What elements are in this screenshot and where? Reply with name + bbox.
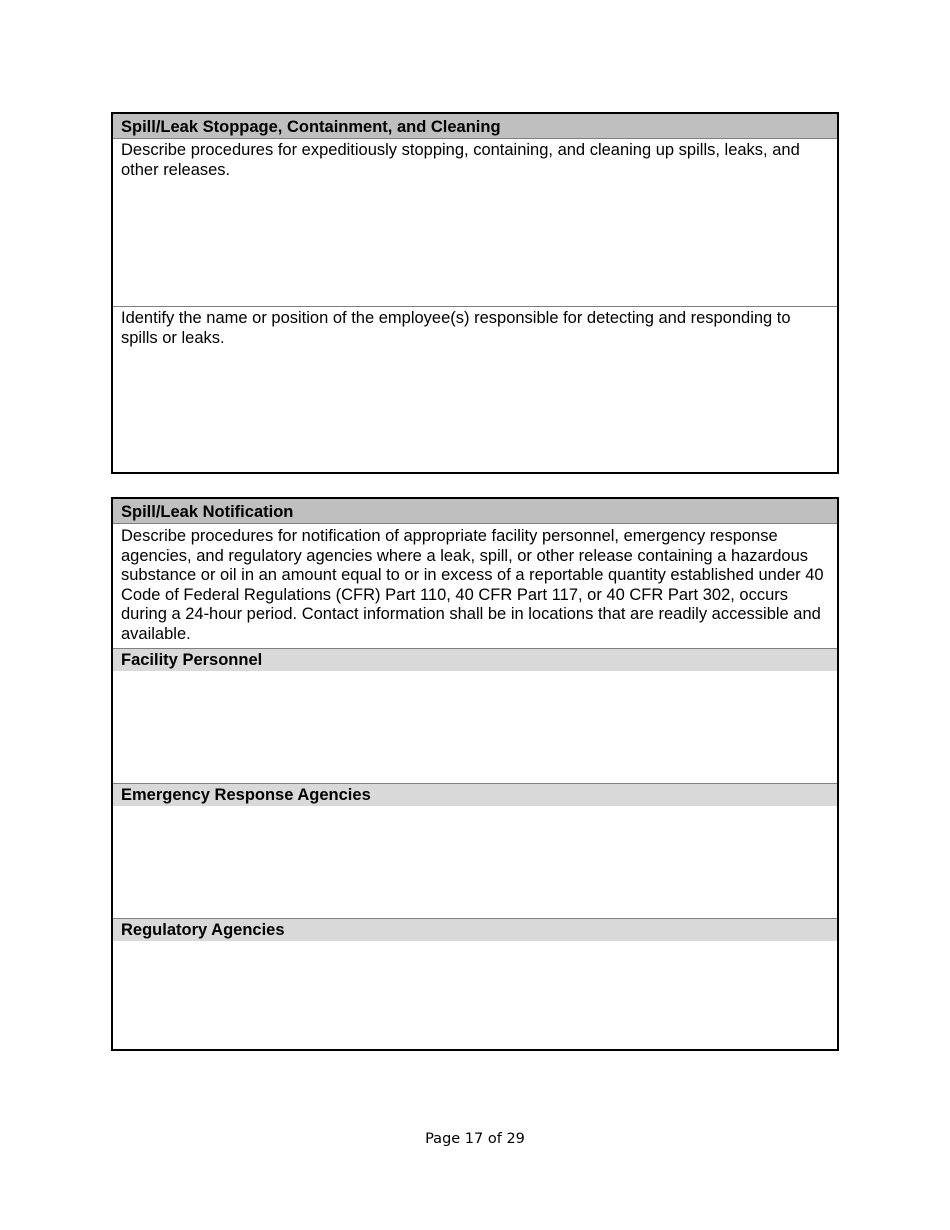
cleanup-procedures-prompt: Describe procedures for expeditiously stopping, containing, and cleaning up spills, leaks, and other releases. [121,141,800,179]
stoppage-section [111,112,839,474]
emergency-response-heading: Emergency Response Agencies [113,783,837,806]
responsible-employee-prompt: Identify the name or position of the employee(s) responsible for detecting and responding to spills or leaks. [121,309,791,347]
page-number: Page 17 of 29 [425,1131,525,1147]
facility-personnel-field[interactable] [113,671,837,783]
notification-section-title: Spill/Leak Notification [113,499,837,524]
facility-personnel-heading: Facility Personnel [113,648,837,671]
regulatory-agencies-field[interactable] [113,941,837,1053]
cleanup-procedures-field[interactable] [113,139,837,307]
notification-section [111,497,839,1051]
regulatory-agencies-heading: Regulatory Agencies [113,918,837,941]
emergency-response-field[interactable] [113,806,837,918]
notification-prompt: Describe procedures for notification of appropriate facility personnel, emergency response agencies, and regulatory agencies where a leak, spill, or other release containing a hazardous substance or oil in an amount equal to or in excess of a reportable quantity established under 40 Code of Federal Regulations (CFR) Part 110, 40 CFR Part 117, or 40 CFR Part 302, occurs during a 24-hour period. Contact information shall be in locations that are readily accessible and available. [121,527,824,643]
stoppage-section-title: Spill/Leak Stoppage, Containment, and Cleaning [113,114,837,139]
responsible-employee-field[interactable] [113,307,837,473]
